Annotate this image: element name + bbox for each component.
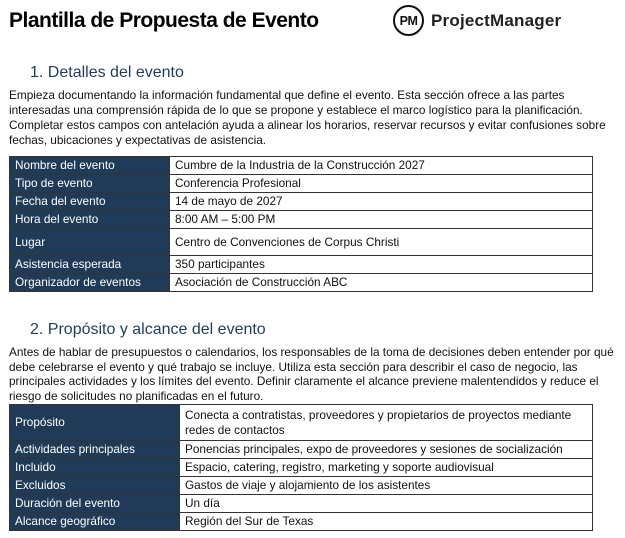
row-label: Incluido <box>10 459 180 477</box>
section-1-heading: 1. Detalles del evento <box>30 64 184 81</box>
row-value: Conecta a contratistas, proveedores y propietarios de proyectos mediante redes de contactos <box>180 405 593 441</box>
section-2-heading: 2. Propósito y alcance del evento <box>30 321 266 338</box>
table-row <box>10 477 593 495</box>
row-value: Conferencia Profesional <box>170 175 593 193</box>
purpose-scope-table <box>9 404 593 531</box>
table-row <box>10 256 593 274</box>
table-row <box>10 513 593 531</box>
table-row <box>10 459 593 477</box>
row-value: Un día <box>180 495 593 513</box>
row-label: Duración del evento <box>10 495 180 513</box>
table-row <box>10 211 593 229</box>
table-row <box>10 229 593 256</box>
row-label: Alcance geográfico <box>10 513 180 531</box>
row-value: Espacio, catering, registro, marketing y soporte audiovisual <box>180 459 593 477</box>
row-value: Asociación de Construcción ABC <box>170 274 593 292</box>
row-label: Actividades principales <box>10 441 180 459</box>
row-value: Centro de Convenciones de Corpus Christi <box>170 229 593 256</box>
row-value: 8:00 AM – 5:00 PM <box>170 211 593 229</box>
row-label: Lugar <box>10 229 170 256</box>
event-details-table <box>9 156 593 292</box>
row-label: Hora del evento <box>10 211 170 229</box>
table-row <box>10 175 593 193</box>
page-title: Plantilla de Propuesta de Evento <box>9 9 319 32</box>
row-label: Tipo de evento <box>10 175 170 193</box>
row-label: Organizador de eventos <box>10 274 170 292</box>
brand <box>393 5 561 36</box>
row-value: 350 participantes <box>170 256 593 274</box>
row-label: Propósito <box>10 405 180 441</box>
section-2-paragraph: Antes de hablar de presupuestos o calendarios, los responsables de la toma de decisiones deben entender por qué debe celebrarse el evento y qué trabajo se incluye. Utiliza esta sección para describir el caso de negocio, las principales actividades y los límites del evento. Definir claramente el alcance previene malentendidos y reduce el riesgo de solicitudes no planificadas en el futuro. <box>9 345 614 403</box>
table-row <box>10 157 593 175</box>
row-value: Ponencias principales, expo de proveedores y sesiones de socialización <box>180 441 593 459</box>
row-value: 14 de mayo de 2027 <box>170 193 593 211</box>
row-label: Asistencia esperada <box>10 256 170 274</box>
row-value: Gastos de viaje y alojamiento de los asistentes <box>180 477 593 495</box>
table-row <box>10 441 593 459</box>
row-label: Nombre del evento <box>10 157 170 175</box>
table-row <box>10 495 593 513</box>
row-value: Cumbre de la Industria de la Construcción 2027 <box>170 157 593 175</box>
row-label: Excluidos <box>10 477 180 495</box>
row-value: Región del Sur de Texas <box>180 513 593 531</box>
table-row <box>10 405 593 441</box>
row-label: Fecha del evento <box>10 193 170 211</box>
table-row <box>10 193 593 211</box>
projectmanager-logo-icon: PM <box>393 5 424 36</box>
brand-name: ProjectManager <box>431 10 562 30</box>
section-1-paragraph: Empieza documentando la información fundamental que define el evento. Esta sección ofrece a las partes interesadas una comprensión rápida de lo que se propone y establece el marco logístico para la planificación. Completar estos campos con antelación ayuda a alinear los horarios, reservar recursos y evitar confusiones sobre fechas, ubicaciones y expectativas de asistencia. <box>9 88 606 147</box>
table-row <box>10 274 593 292</box>
